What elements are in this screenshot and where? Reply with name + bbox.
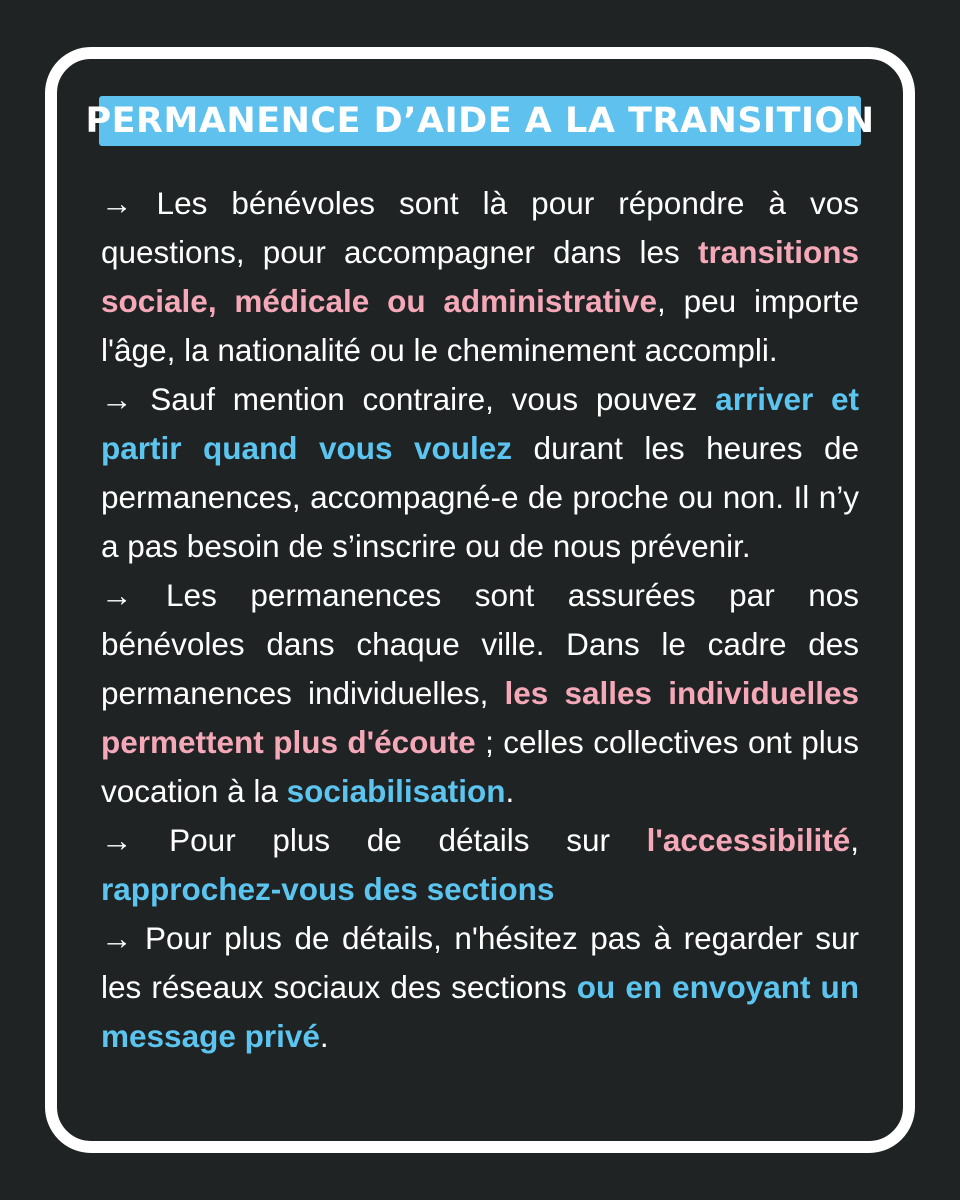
highlight-transitions: transitions sociale, médicale ou administrative xyxy=(101,234,859,319)
paragraph-text: ; celles collectives ont plus vocation à la xyxy=(101,724,859,809)
paragraph-text: Les permanences sont assurées par nos bénévoles dans chaque ville. Dans le cadre des permanences individuelles, xyxy=(101,577,859,711)
page-title: PERMANENCE D’AIDE A LA TRANSITION xyxy=(85,101,875,141)
arrow-icon: → xyxy=(101,381,133,417)
arrow-icon: → xyxy=(101,185,133,221)
paragraph-text: durant les heures de permanences, accompagné-e de proche ou non. Il n’y a pas besoin de s’inscrire ou de nous prévenir. xyxy=(101,430,859,564)
highlight-individual-rooms: les salles individuelles permettent plus d'écoute xyxy=(101,675,859,760)
highlight-arrive-leave: arriver et partir quand vous voulez xyxy=(101,381,859,466)
paragraph-text: Sauf mention contraire, vous pouvez xyxy=(132,381,716,417)
highlight-sociabilisation: sociabilisation xyxy=(286,773,506,809)
arrow-icon: → xyxy=(101,577,133,613)
info-body xyxy=(101,179,859,1061)
paragraph-rooms xyxy=(101,571,859,816)
highlight-private-message: ou en envoyant un message privé xyxy=(101,969,859,1054)
arrow-icon: → xyxy=(101,822,133,858)
arrow-icon: → xyxy=(101,920,133,956)
paragraph-text: , xyxy=(850,822,859,858)
paragraph-text: Pour plus de détails sur xyxy=(132,822,647,858)
paragraph-text: . xyxy=(505,773,515,809)
paragraph-arrival xyxy=(101,375,859,571)
paragraph-volunteers xyxy=(101,179,859,375)
paragraph-social xyxy=(101,914,859,1061)
paragraph-accessibility xyxy=(101,816,859,914)
paragraph-text: , peu importe l'âge, la nationalité ou le cheminement accompli. xyxy=(101,283,860,368)
title-badge xyxy=(85,96,875,146)
highlight-sections: rapprochez-vous des sections xyxy=(101,871,555,907)
paragraph-text: Pour plus de détails, n'hésitez pas à regarder sur les réseaux sociaux des sections xyxy=(101,920,859,1005)
highlight-accessibility: l'accessibilité xyxy=(646,822,851,858)
paragraph-text: Les bénévoles sont là pour répondre à vos questions, pour accompagner dans les xyxy=(101,185,859,270)
paragraph-text: . xyxy=(319,1018,329,1054)
